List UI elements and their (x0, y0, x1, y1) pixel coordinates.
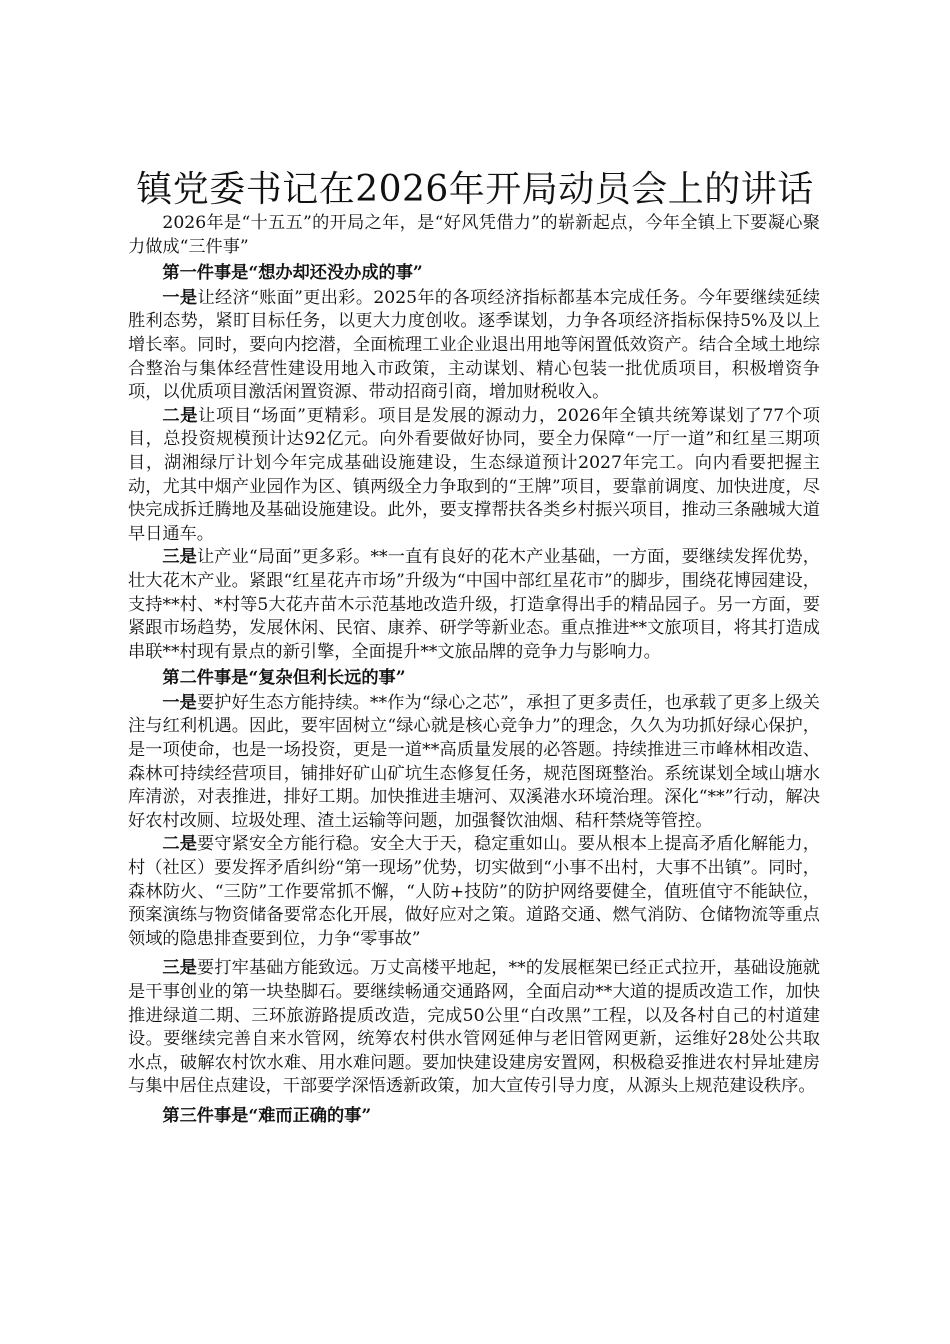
item-text: 要护好生态方能持续。**作为“绿心之芯”，承担了更多责任，也承载了更多上级关注与红利机遇。因此，要牢固树立“绿心就是核心竞争力”的理念，久久为功抓好绿心保护，是一项使命，也是一场投资，更是一道**高质量发展的必答题。持续推进三市峰林相改造、森林可持续经营项目，铺排好矿山矿坑生态修复任务，规范图斑整治。系统谋划全域山塘水库清淤，对表推进，排好工期。加快推进圭塘河、双溪港水环境治理。深化“**”行动，解决好农村改厕、垃圾处理、渣土运输等问题，加强餐饮油烟、秸秆禁烧等管控。 (128, 692, 820, 831)
section-2-heading: 第二件事是“复杂但利长远的事” (162, 668, 406, 689)
section-1-item-1 (128, 287, 820, 405)
section-2-item-3 (128, 957, 820, 1099)
intro-paragraph: 2026年是“十五五”的开局之年，是“好风凭借力”的崭新起点，今年全镇上下要凝心聚力做成“三件事” (128, 213, 820, 257)
item-lead: 一是 (162, 692, 197, 713)
item-lead: 三是 (162, 958, 198, 979)
item-text: 要打牢基础方能致远。万丈高楼平地起，**的发展框架已经正式拉开，基础设施就是干事创业的第一块垫脚石。要继续畅通交通路网，全面启动**大道的提质改造工作，加快推进绿道二期、三环旅游路提质改造，完成50公里“白改黑”工程，以及各村自己的村道建设。要继续完善自来水管网，统筹农村供水管网延伸与老旧管网更新，运维好28处公共取水点，破解农村饮水难、用水难问题。要加快建设建房安置网，积极稳妥推进农村异址建房与集中居住点建设，干部要学深悟透新政策，加大宣传引导力度，从源头上规范建设秩序。 (128, 958, 820, 1097)
item-lead: 二是 (162, 405, 199, 426)
document-title: 镇党委书记在2026年开局动员会上的讲话 (136, 169, 814, 210)
document-body (128, 212, 820, 1130)
section-1-item-2 (128, 405, 820, 547)
section-3-heading: 第三件事是“难而正确的事” (162, 1105, 372, 1126)
section-1-item-3 (128, 546, 820, 664)
item-text: 让产业“局面”更多彩。**一直有良好的花木产业基础，一方面，要继续发挥优势，壮大花木产业。紧跟“红星花卉市场”升级为“中国中部红星花市”的脚步，围绕花博园建设，支持**村、*村等5大花卉苗木示范基地改造升级，打造拿得出手的精品园子。另一方面，要紧跟市场趋势，发展休闲、民宿、康养、研学等新业态。重点推进**文旅项目，将其打造成串联**村现有景点的新引擎，全面提升**文旅品牌的竞争力与影响力。 (128, 547, 820, 662)
item-lead: 三是 (162, 547, 197, 568)
item-text: 让经济“账面”更出彩。2025年的各项经济指标都基本完成任务。今年要继续延续胜利态势，紧盯目标任务，以更大力度创收。逐季谋划，力争各项经济指标保持5%及以上增长率。同时，要向内挖潜，全面梳理工业企业退出用地等闲置低效资产。结合全域土地综合整治与集体经营性建设用地入市政策，主动谋划、精心包装一批优质项目，积极增资争项，以优质项目激活闲置资源、带动招商引商，增加财税收入。 (128, 287, 820, 403)
item-lead: 二是 (162, 834, 198, 855)
section-1-heading: 第一件事是“想办却还没办成的事” (162, 263, 423, 284)
item-text: 让项目“场面”更精彩。项目是发展的源动力，2026年全镇共统筹谋划了77个项目，总投资规模预计达92亿元。向外看要做好协同，要全力保障“一厅一道”和红星三期项目，湖湘绿厅计划今年完成基础设施建设，生态绿道预计2027年完工。向内看要把握主动，尤其中烟产业园作为区、镇两级全力争取到的“王牌”项目，要靠前调度、加快进度，尽快完成拆迁腾地及基础设施建设。此外，要支撑帮扶各类乡村振兴项目，推动三条融城大道早日通车。 (128, 405, 820, 544)
section-2-item-1 (128, 692, 820, 834)
item-lead: 一是 (162, 287, 198, 308)
section-2-item-2 (128, 833, 820, 951)
item-text: 要守紧安全方能行稳。安全大于天，稳定重如山。要从根本上提高矛盾化解能力，村（社区）要发挥矛盾纠纷“第一现场”优势，切实做到“小事不出村，大事不出镇”。同时，森林防火、“三防”工作要常抓不懈，“人防+技防”的防护网络要健全，值班值守不能缺位，预案演练与物资储备要常态化开展，做好应对之策。道路交通、燃气消防、仓储物流等重点领域的隐患排查要到位，力争“零事故” (128, 834, 820, 949)
